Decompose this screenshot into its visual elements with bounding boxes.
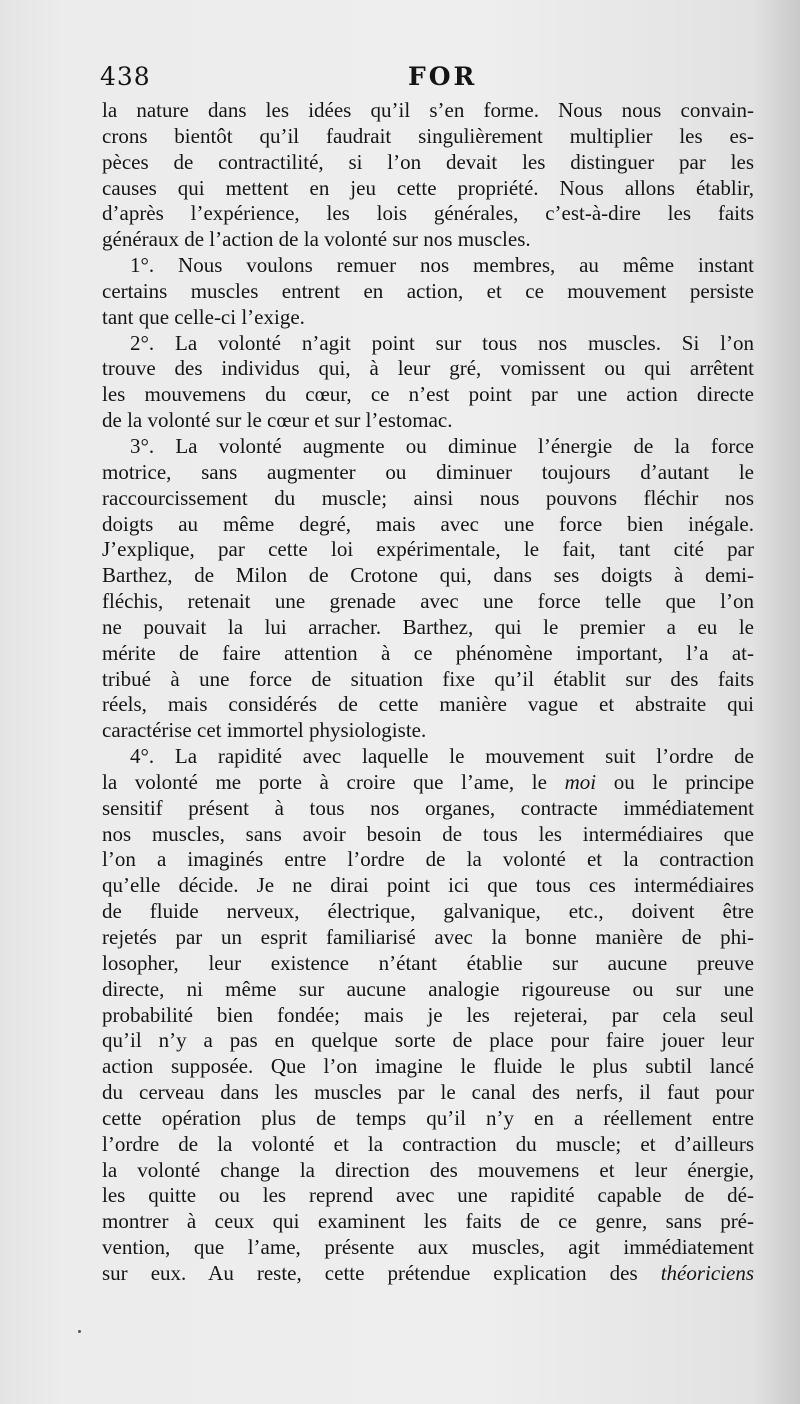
body-text (102, 98, 754, 1287)
text-line (102, 796, 754, 822)
text-line (102, 899, 754, 925)
text-line (102, 925, 754, 951)
line-text: fléchis, retenait une grenade avec une force telle que l’on (102, 589, 754, 614)
text-line (102, 1158, 754, 1184)
text-line (102, 770, 754, 796)
text-line (102, 279, 754, 305)
line-text: l’ordre de la volonté et la contraction du muscle; et d’ailleurs (102, 1131, 754, 1156)
line-text: crons bientôt qu’il faudrait singulièrement multiplier les es- (102, 123, 754, 148)
line-text: vention, que l’ame, présente aux muscles, agit immédiatement (102, 1235, 754, 1260)
text-line (102, 1054, 754, 1080)
line-text: J’explique, par cette loi expérimentale, le fait, tant cité par (102, 537, 754, 562)
line-text: rejetés par un esprit familiarisé avec la bonne manière de phi- (102, 925, 754, 949)
line-text: trouve des individus qui, à leur gré, vomissent ou qui arrêtent (102, 356, 754, 381)
line-text: la volonté me porte à croire que l’ame, le (102, 769, 547, 794)
line-text: causes qui mettent en jeu cette propriété. Nous allons établir, (102, 175, 754, 200)
line-text: caractérise cet immortel physiologiste. (102, 718, 427, 743)
text-line (102, 331, 754, 357)
text-line (102, 1183, 754, 1209)
line-text: doigts au même degré, mais avec une force bien inégale. (102, 511, 754, 536)
line-text: la volonté change la direction des mouvemens et leur énergie, (102, 1157, 754, 1182)
text-line (102, 977, 754, 1003)
page-number: 438 (100, 62, 151, 91)
text-line (102, 847, 754, 873)
italic-word: théoriciens (660, 1260, 754, 1285)
line-text: ne pouvait la lui arracher. Barthez, qui le premier a eu le (102, 614, 754, 639)
text-line (102, 744, 754, 770)
text-line (102, 124, 754, 150)
text-line (102, 563, 754, 589)
line-text: directe, ni même sur aucune analogie rigoureuse ou sur une (102, 976, 754, 1001)
ink-speck (78, 1330, 81, 1333)
text-line (102, 667, 754, 693)
text-line (102, 382, 754, 408)
line-text: qu’il n’y a pas en quelque sorte de place pour faire jouer leur (102, 1028, 754, 1053)
text-line (102, 537, 754, 563)
text-line (102, 589, 754, 615)
line-text: pèces de contractilité, si l’on devait les distinguer par les (102, 149, 754, 174)
text-line (102, 201, 754, 227)
text-line (102, 1261, 754, 1287)
line-text: tant que celle-ci l’exige. (102, 304, 305, 329)
text-line (102, 1235, 754, 1261)
line-text: tribué à une force de situation fixe qu’il établit sur des faits (102, 666, 754, 691)
line-text: sur eux. Au reste, cette prétendue explication des (102, 1260, 638, 1285)
text-line (102, 356, 754, 382)
line-text: l’on a imaginés entre l’ordre de la volonté et la contraction (102, 847, 754, 872)
line-text: motrice, sans augmenter ou diminuer toujours d’autant le (102, 459, 754, 484)
line-text: 3°. La volonté augmente ou diminue l’énergie de la force (130, 433, 754, 458)
text-line (102, 408, 754, 434)
line-text: cette opération plus de temps qu’il n’y en a réellement entre (102, 1105, 754, 1130)
line-text: action supposée. Que l’on imagine le fluide le plus subtil lancé (102, 1054, 754, 1079)
italic-word: moi (564, 769, 597, 794)
text-line (102, 305, 754, 331)
text-line (102, 1003, 754, 1029)
text-line (102, 873, 754, 899)
text-line (102, 434, 754, 460)
text-line (102, 615, 754, 641)
text-line (102, 692, 754, 718)
running-head: FOR (408, 62, 478, 91)
text-line (102, 1028, 754, 1054)
line-text: d’après l’expérience, les lois générales, c’est-à-dire les faits (102, 201, 754, 226)
text-line (102, 1106, 754, 1132)
text-line (102, 150, 754, 176)
line-text: généraux de l’action de la volonté sur nos muscles. (102, 227, 531, 252)
line-text: certains muscles entrent en action, et ce mouvement persiste (102, 278, 754, 303)
line-text: montrer à ceux qui examinent les faits de ce genre, sans pré- (102, 1209, 754, 1234)
line-text: raccourcissement du muscle; ainsi nous pouvons fléchir nos (102, 485, 754, 510)
text-line (102, 951, 754, 977)
line-text: mérite de faire attention à ce phénomène important, l’a at- (102, 640, 754, 665)
line-text: nos muscles, sans avoir besoin de tous les intermédiaires que (102, 821, 754, 846)
text-line (102, 253, 754, 279)
text-line (102, 486, 754, 512)
text-line (102, 98, 754, 124)
text-line (102, 512, 754, 538)
line-text: de fluide nerveux, électrique, galvanique, etc., doivent être (102, 899, 754, 924)
line-text: les mouvemens du cœur, ce n’est point par une action directe (102, 382, 754, 407)
line-text: les quitte ou les reprend avec une rapidité capable de dé- (102, 1183, 754, 1208)
line-text: du cerveau dans les muscles par le canal des nerfs, il faut pour (102, 1080, 754, 1105)
line-text: probabilité bien fondée; mais je les rejeterai, par cela seul (102, 1002, 754, 1027)
text-line (102, 176, 754, 202)
line-text-after: ou le principe (596, 769, 754, 794)
text-line (102, 460, 754, 486)
page-header (100, 62, 760, 96)
text-line (102, 718, 754, 744)
line-text: réels, mais considérés de cette manière vague et abstraite qui (102, 692, 754, 717)
line-text: 1°. Nous voulons remuer nos membres, au même instant (130, 253, 754, 278)
line-text: de la volonté sur le cœur et sur l’estomac. (102, 408, 453, 433)
line-text: 4°. La rapidité avec laquelle le mouvement suit l’ordre de (130, 744, 754, 769)
line-text: 2°. La volonté n’agit point sur tous nos muscles. Si l’on (130, 330, 754, 355)
line-text: la nature dans les idées qu’il s’en forme. Nous nous convain- (102, 98, 754, 122)
text-line (102, 227, 754, 253)
line-text: Barthez, de Milon de Crotone qui, dans ses doigts à demi- (102, 563, 754, 588)
text-line (102, 822, 754, 848)
line-text: qu’elle décide. Je ne dirai point ici que tous ces intermédiaires (102, 873, 754, 898)
line-text: losopher, leur existence n’étant établie sur aucune preuve (102, 950, 754, 975)
text-line (102, 1080, 754, 1106)
line-text: sensitif présent à tous nos organes, contracte immédiatement (102, 795, 754, 820)
text-line (102, 641, 754, 667)
text-line (102, 1132, 754, 1158)
text-line (102, 1209, 754, 1235)
